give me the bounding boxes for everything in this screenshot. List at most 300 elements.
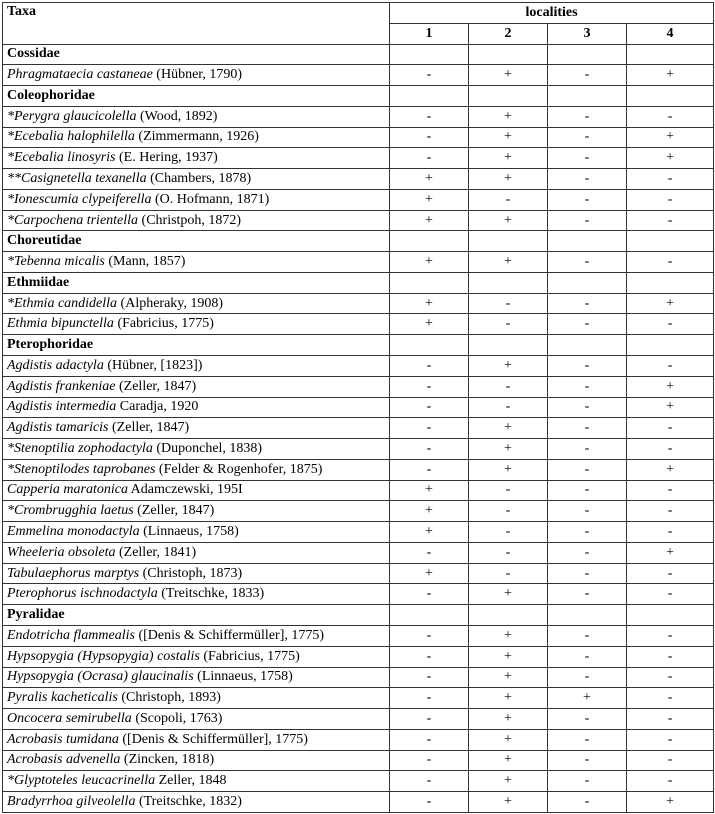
family-name: Coleophoridae xyxy=(3,86,390,107)
presence-mark-locality-2: + xyxy=(469,750,548,771)
species-name: Hypsopygia (Ocrasa) glaucinalis xyxy=(7,669,194,685)
species-cell xyxy=(3,646,390,667)
presence-mark-locality-2: + xyxy=(469,667,548,688)
presence-mark-locality-1: - xyxy=(390,709,469,730)
species-cell xyxy=(3,563,390,584)
species-prefix: * xyxy=(7,191,14,207)
header-locality-1: 1 xyxy=(390,23,469,44)
species-author: (Zeller, 1841) xyxy=(115,544,197,560)
presence-mark-locality-4: - xyxy=(627,584,714,605)
presence-mark-locality-2: - xyxy=(469,189,548,210)
presence-mark-locality-3: - xyxy=(548,65,627,86)
species-author: ([Denis & Schiffermüller], 1775) xyxy=(134,627,325,643)
presence-mark-locality-4: - xyxy=(627,418,714,439)
presence-mark-locality-2: + xyxy=(469,356,548,377)
presence-mark-locality-4: + xyxy=(627,148,714,169)
presence-mark-locality-4: + xyxy=(627,792,714,813)
header-localities: localities xyxy=(390,3,714,24)
presence-mark-locality-1: - xyxy=(390,127,469,148)
species-prefix: * xyxy=(7,461,14,477)
presence-mark-locality-2: + xyxy=(469,418,548,439)
presence-mark-locality-2: - xyxy=(469,293,548,314)
header-locality-3: 3 xyxy=(548,23,627,44)
presence-mark-locality-4: - xyxy=(627,252,714,273)
table-row xyxy=(3,709,714,730)
species-prefix: * xyxy=(7,295,14,311)
presence-mark-locality-4: - xyxy=(627,688,714,709)
presence-mark-locality-4: - xyxy=(627,667,714,688)
species-cell xyxy=(3,127,390,148)
presence-mark-locality-4: + xyxy=(627,65,714,86)
presence-mark-locality-4: - xyxy=(627,563,714,584)
family-row xyxy=(3,605,714,626)
table-row xyxy=(3,688,714,709)
species-name: Bradyrrhoa gilveolella xyxy=(7,793,136,809)
species-prefix: * xyxy=(7,129,14,145)
empty-cell xyxy=(390,86,469,107)
empty-cell xyxy=(627,605,714,626)
presence-mark-locality-4: + xyxy=(627,459,714,480)
presence-mark-locality-1: - xyxy=(390,418,469,439)
table-row xyxy=(3,397,714,418)
table-row xyxy=(3,646,714,667)
species-cell xyxy=(3,667,390,688)
presence-mark-locality-2: - xyxy=(469,542,548,563)
presence-mark-locality-3: + xyxy=(548,688,627,709)
presence-mark-locality-1: - xyxy=(390,397,469,418)
header-locality-2: 2 xyxy=(469,23,548,44)
empty-cell xyxy=(390,335,469,356)
presence-mark-locality-4: - xyxy=(627,501,714,522)
species-name: Phragmataecia castaneae xyxy=(7,67,153,83)
species-name: Tebenna micalis xyxy=(14,254,105,270)
family-name: Cossidae xyxy=(3,44,390,65)
empty-cell xyxy=(390,231,469,252)
species-cell xyxy=(3,439,390,460)
presence-mark-locality-4: - xyxy=(627,169,714,190)
species-name: Oncocera semirubella xyxy=(7,710,132,726)
species-name: Agdistis adactyla xyxy=(7,357,104,373)
presence-mark-locality-4: + xyxy=(627,542,714,563)
species-cell xyxy=(3,729,390,750)
presence-mark-locality-3: - xyxy=(548,106,627,127)
species-author: (Duponchel, 1838) xyxy=(152,440,263,456)
table-body xyxy=(3,44,714,812)
species-cell xyxy=(3,293,390,314)
presence-mark-locality-4: + xyxy=(627,127,714,148)
taxa-table xyxy=(2,2,714,813)
table-row xyxy=(3,356,714,377)
table-row xyxy=(3,169,714,190)
species-name: Glyptoteles leucacrinella xyxy=(14,773,156,789)
species-author: (Hübner, 1790) xyxy=(152,67,243,83)
species-author: (Treitschke, 1832) xyxy=(135,793,242,809)
presence-mark-locality-3: - xyxy=(548,480,627,501)
presence-mark-locality-3: - xyxy=(548,439,627,460)
species-cell xyxy=(3,480,390,501)
presence-mark-locality-3: - xyxy=(548,148,627,169)
empty-cell xyxy=(469,272,548,293)
presence-mark-locality-1: + xyxy=(390,252,469,273)
presence-mark-locality-1: + xyxy=(390,314,469,335)
presence-mark-locality-4: - xyxy=(627,189,714,210)
empty-cell xyxy=(627,44,714,65)
species-name: Stenoptilodes taprobanes xyxy=(14,461,156,477)
presence-mark-locality-2: + xyxy=(469,106,548,127)
table-row xyxy=(3,771,714,792)
empty-cell xyxy=(469,86,548,107)
table-row xyxy=(3,522,714,543)
presence-mark-locality-3: - xyxy=(548,459,627,480)
species-author: (Zincken, 1818) xyxy=(120,752,215,768)
species-name: Wheeleria obsoleta xyxy=(7,544,116,560)
presence-mark-locality-2: - xyxy=(469,376,548,397)
presence-mark-locality-1: + xyxy=(390,169,469,190)
species-author: (Felder & Rogenhofer, 1875) xyxy=(155,461,323,477)
presence-mark-locality-3: - xyxy=(548,314,627,335)
species-name: Ionescumia clypeiferella xyxy=(14,191,152,207)
species-name: Agdistis tamaricis xyxy=(7,420,109,436)
species-cell xyxy=(3,688,390,709)
family-row xyxy=(3,86,714,107)
presence-mark-locality-4: - xyxy=(627,356,714,377)
species-author: (Linnaeus, 1758) xyxy=(193,669,293,685)
table-row xyxy=(3,127,714,148)
species-name: Crombrugghia laetus xyxy=(14,503,134,519)
presence-mark-locality-4: + xyxy=(627,397,714,418)
species-cell xyxy=(3,750,390,771)
species-name: Perygra glaucicolella xyxy=(14,108,137,124)
species-prefix: * xyxy=(7,254,14,270)
species-prefix: ** xyxy=(7,171,21,186)
family-name: Pterophoridae xyxy=(3,335,390,356)
species-author: (Zimmermann, 1926) xyxy=(134,129,259,145)
table-row xyxy=(3,459,714,480)
presence-mark-locality-1: - xyxy=(390,65,469,86)
presence-mark-locality-3: - xyxy=(548,210,627,231)
table-row xyxy=(3,792,714,813)
presence-mark-locality-3: - xyxy=(548,522,627,543)
presence-mark-locality-4: - xyxy=(627,439,714,460)
species-name: Ethmia bipunctella xyxy=(7,316,114,332)
presence-mark-locality-3: - xyxy=(548,625,627,646)
presence-mark-locality-4: + xyxy=(627,293,714,314)
family-name: Choreutidae xyxy=(3,231,390,252)
empty-cell xyxy=(548,605,627,626)
table-row xyxy=(3,252,714,273)
species-name: Acrobasis tumidana xyxy=(7,731,119,747)
species-cell xyxy=(3,356,390,377)
species-name: Tabulaephorus marptys xyxy=(7,565,140,581)
presence-mark-locality-2: - xyxy=(469,314,548,335)
presence-mark-locality-2: + xyxy=(469,771,548,792)
presence-mark-locality-2: + xyxy=(469,439,548,460)
species-name: Pyralis kacheticalis xyxy=(7,690,118,706)
species-author: Adamczewski, 195I xyxy=(127,482,243,498)
presence-mark-locality-3: - xyxy=(548,169,627,190)
presence-mark-locality-2: + xyxy=(469,169,548,190)
table-row xyxy=(3,189,714,210)
species-name: Carpochena trientella xyxy=(14,212,139,228)
presence-mark-locality-2: + xyxy=(469,148,548,169)
species-author: (Zeller, 1847) xyxy=(108,420,190,436)
presence-mark-locality-2: + xyxy=(469,792,548,813)
presence-mark-locality-4: - xyxy=(627,750,714,771)
species-prefix: * xyxy=(7,773,14,789)
species-author: (Treitschke, 1833) xyxy=(157,586,265,602)
presence-mark-locality-1: - xyxy=(390,646,469,667)
species-name: Emmelina monodactyla xyxy=(7,524,140,540)
presence-mark-locality-3: - xyxy=(548,792,627,813)
species-author: (Alpheraky, 1908) xyxy=(117,295,224,311)
presence-mark-locality-1: - xyxy=(390,459,469,480)
family-row xyxy=(3,272,714,293)
table-row xyxy=(3,210,714,231)
presence-mark-locality-3: - xyxy=(548,667,627,688)
empty-cell xyxy=(469,605,548,626)
species-name: Endotricha flammealis xyxy=(7,627,135,643)
species-cell xyxy=(3,314,390,335)
species-cell xyxy=(3,771,390,792)
family-name: Pyralidae xyxy=(3,605,390,626)
species-cell xyxy=(3,709,390,730)
species-author: (Christoph, 1893) xyxy=(117,690,221,706)
empty-cell xyxy=(469,44,548,65)
presence-mark-locality-3: - xyxy=(548,356,627,377)
empty-cell xyxy=(627,335,714,356)
table-row xyxy=(3,480,714,501)
presence-mark-locality-1: + xyxy=(390,522,469,543)
table-header xyxy=(3,3,714,45)
table-row xyxy=(3,65,714,86)
table-row xyxy=(3,667,714,688)
species-author: Zeller, 1848 xyxy=(155,773,227,789)
table-row xyxy=(3,148,714,169)
presence-mark-locality-3: - xyxy=(548,501,627,522)
species-author: (Fabricius, 1775) xyxy=(199,648,300,664)
species-cell xyxy=(3,584,390,605)
table-row xyxy=(3,439,714,460)
species-name: Stenoptilia zophodactyla xyxy=(14,440,153,456)
table-row xyxy=(3,418,714,439)
presence-mark-locality-2: + xyxy=(469,459,548,480)
species-name: Agdistis frankeniae xyxy=(7,378,116,394)
species-author: (Christpoh, 1872) xyxy=(138,212,242,228)
empty-cell xyxy=(548,335,627,356)
species-name: Pterophorus ischnodactyla xyxy=(7,586,158,602)
empty-cell xyxy=(627,86,714,107)
presence-mark-locality-2: + xyxy=(469,127,548,148)
presence-mark-locality-1: + xyxy=(390,189,469,210)
presence-mark-locality-3: - xyxy=(548,563,627,584)
table-row xyxy=(3,376,714,397)
empty-cell xyxy=(469,335,548,356)
presence-mark-locality-2: + xyxy=(469,584,548,605)
empty-cell xyxy=(390,605,469,626)
empty-cell xyxy=(390,44,469,65)
table-row xyxy=(3,501,714,522)
species-cell xyxy=(3,65,390,86)
species-name: Acrobasis advenella xyxy=(7,752,121,768)
species-cell xyxy=(3,148,390,169)
empty-cell xyxy=(548,231,627,252)
species-cell xyxy=(3,418,390,439)
presence-mark-locality-3: - xyxy=(548,729,627,750)
species-prefix: * xyxy=(7,212,14,228)
species-author: (Linnaeus, 1758) xyxy=(139,524,239,540)
presence-mark-locality-3: - xyxy=(548,584,627,605)
presence-mark-locality-3: - xyxy=(548,397,627,418)
species-prefix: * xyxy=(7,150,14,166)
presence-mark-locality-2: + xyxy=(469,625,548,646)
species-author: (Zeller, 1847) xyxy=(115,378,197,394)
presence-mark-locality-2: + xyxy=(469,729,548,750)
family-name: Ethmiidae xyxy=(3,272,390,293)
table-row xyxy=(3,563,714,584)
presence-mark-locality-1: - xyxy=(390,439,469,460)
presence-mark-locality-1: - xyxy=(390,625,469,646)
species-author: (O. Hofmann, 1871) xyxy=(151,191,270,207)
presence-mark-locality-2: - xyxy=(469,522,548,543)
presence-mark-locality-1: - xyxy=(390,688,469,709)
presence-mark-locality-3: - xyxy=(548,127,627,148)
presence-mark-locality-3: - xyxy=(548,293,627,314)
species-author: ([Denis & Schiffermüller], 1775) xyxy=(118,731,308,747)
empty-cell xyxy=(627,231,714,252)
presence-mark-locality-1: + xyxy=(390,501,469,522)
presence-mark-locality-1: - xyxy=(390,792,469,813)
presence-mark-locality-2: - xyxy=(469,501,548,522)
species-cell xyxy=(3,625,390,646)
species-cell xyxy=(3,542,390,563)
species-author: (Christoph, 1873) xyxy=(139,565,243,581)
species-cell xyxy=(3,106,390,127)
presence-mark-locality-1: - xyxy=(390,356,469,377)
species-author: (Fabricius, 1775) xyxy=(113,316,214,332)
species-cell xyxy=(3,522,390,543)
table-row xyxy=(3,729,714,750)
species-prefix: * xyxy=(7,440,14,456)
family-row xyxy=(3,335,714,356)
species-author: (Zeller, 1847) xyxy=(133,503,215,519)
presence-mark-locality-2: + xyxy=(469,646,548,667)
species-cell xyxy=(3,397,390,418)
species-name: Capperia maratonica xyxy=(7,482,128,498)
species-author: (E. Hering, 1937) xyxy=(115,150,218,166)
presence-mark-locality-3: - xyxy=(548,376,627,397)
empty-cell xyxy=(548,272,627,293)
species-prefix: * xyxy=(7,503,14,519)
empty-cell xyxy=(390,272,469,293)
family-row xyxy=(3,44,714,65)
presence-mark-locality-4: - xyxy=(627,210,714,231)
table-row xyxy=(3,750,714,771)
species-cell xyxy=(3,189,390,210)
species-author: Caradja, 1920 xyxy=(116,399,199,415)
table-row xyxy=(3,314,714,335)
presence-mark-locality-4: - xyxy=(627,625,714,646)
species-cell xyxy=(3,252,390,273)
presence-mark-locality-1: - xyxy=(390,376,469,397)
species-cell xyxy=(3,459,390,480)
presence-mark-locality-1: - xyxy=(390,729,469,750)
species-cell xyxy=(3,792,390,813)
species-author: (Scopoli, 1763) xyxy=(131,710,223,726)
species-name: Casignetella texanella xyxy=(21,171,147,186)
species-name: Ecebalia linosyris xyxy=(14,150,116,166)
table-row xyxy=(3,625,714,646)
presence-mark-locality-2: + xyxy=(469,252,548,273)
presence-mark-locality-4: + xyxy=(627,376,714,397)
presence-mark-locality-3: - xyxy=(548,646,627,667)
presence-mark-locality-4: - xyxy=(627,106,714,127)
species-cell xyxy=(3,210,390,231)
presence-mark-locality-3: - xyxy=(548,252,627,273)
presence-mark-locality-4: - xyxy=(627,771,714,792)
presence-mark-locality-1: - xyxy=(390,148,469,169)
table-row xyxy=(3,293,714,314)
presence-mark-locality-4: - xyxy=(627,709,714,730)
table-row xyxy=(3,542,714,563)
presence-mark-locality-1: + xyxy=(390,480,469,501)
presence-mark-locality-1: - xyxy=(390,771,469,792)
presence-mark-locality-2: + xyxy=(469,709,548,730)
species-name: Hypsopygia (Hypsopygia) costalis xyxy=(7,648,200,664)
presence-mark-locality-3: - xyxy=(548,709,627,730)
species-author: (Hübner, [1823]) xyxy=(103,357,203,373)
empty-cell xyxy=(469,231,548,252)
table-row xyxy=(3,106,714,127)
presence-mark-locality-2: + xyxy=(469,210,548,231)
presence-mark-locality-2: + xyxy=(469,65,548,86)
presence-mark-locality-2: - xyxy=(469,563,548,584)
presence-mark-locality-4: - xyxy=(627,522,714,543)
presence-mark-locality-1: - xyxy=(390,542,469,563)
species-author: (Mann, 1857) xyxy=(104,254,186,270)
presence-mark-locality-1: - xyxy=(390,667,469,688)
species-author: (Wood, 1892) xyxy=(136,108,218,124)
empty-cell xyxy=(548,86,627,107)
family-row xyxy=(3,231,714,252)
presence-mark-locality-3: - xyxy=(548,542,627,563)
header-taxa: Taxa xyxy=(3,3,390,45)
table-row xyxy=(3,584,714,605)
species-name: Ecebalia halophilella xyxy=(14,129,135,145)
presence-mark-locality-1: - xyxy=(390,584,469,605)
presence-mark-locality-1: + xyxy=(390,210,469,231)
species-prefix: * xyxy=(7,108,14,124)
presence-mark-locality-1: + xyxy=(390,293,469,314)
presence-mark-locality-3: - xyxy=(548,418,627,439)
species-author: (Chambers, 1878) xyxy=(146,171,252,186)
presence-mark-locality-4: - xyxy=(627,729,714,750)
presence-mark-locality-2: - xyxy=(469,480,548,501)
presence-mark-locality-1: - xyxy=(390,750,469,771)
presence-mark-locality-4: - xyxy=(627,480,714,501)
empty-cell xyxy=(548,44,627,65)
presence-mark-locality-2: - xyxy=(469,397,548,418)
species-name: Agdistis intermedia xyxy=(7,399,117,415)
species-cell xyxy=(3,376,390,397)
header-locality-4: 4 xyxy=(627,23,714,44)
species-cell xyxy=(3,169,390,190)
presence-mark-locality-1: + xyxy=(390,563,469,584)
species-cell xyxy=(3,501,390,522)
presence-mark-locality-3: - xyxy=(548,771,627,792)
empty-cell xyxy=(627,272,714,293)
presence-mark-locality-3: - xyxy=(548,750,627,771)
presence-mark-locality-4: - xyxy=(627,646,714,667)
